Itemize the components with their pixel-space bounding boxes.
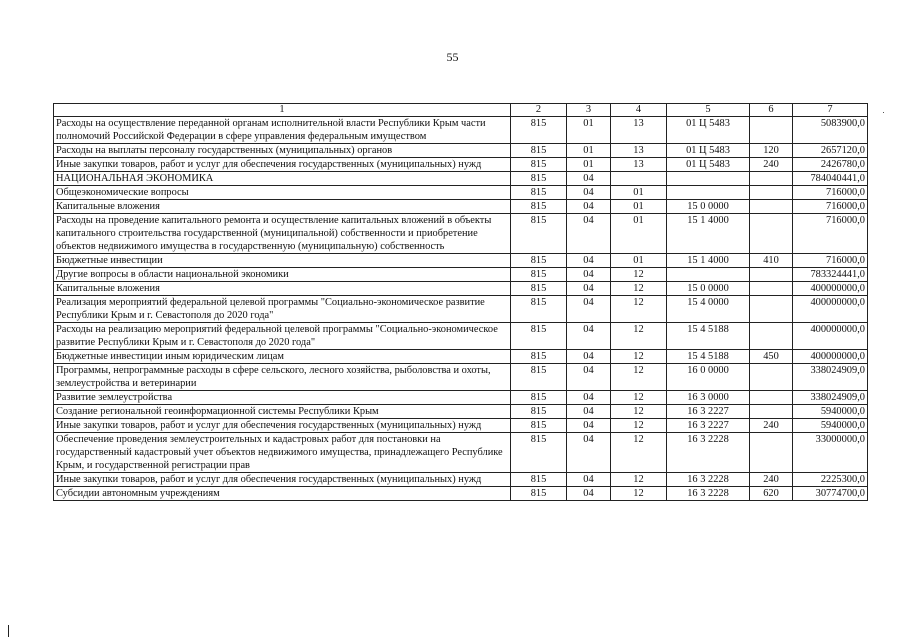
row-code-cell: 815 [511, 172, 567, 186]
row-section-cell: 04 [567, 214, 611, 254]
header-col-7: 7 [793, 104, 868, 117]
row-code-cell: 815 [511, 200, 567, 214]
row-target-article-cell: 16 3 2227 [667, 405, 750, 419]
row-code-cell: 815 [511, 364, 567, 391]
row-expense-type-cell [750, 117, 793, 144]
row-code-cell: 815 [511, 323, 567, 350]
row-name-cell: Расходы на осуществление переданной органам исполнительной власти Республики Крым части полномочий Российской Федерации в сфере управления федеральным имуществом [54, 117, 511, 144]
row-subsection-cell: 01 [611, 200, 667, 214]
row-target-article-cell: 16 3 2228 [667, 473, 750, 487]
table-row [54, 158, 868, 172]
table-row [54, 364, 868, 391]
row-subsection-cell: 12 [611, 391, 667, 405]
row-expense-type-cell [750, 186, 793, 200]
row-target-article-cell [667, 186, 750, 200]
row-expense-type-cell [750, 296, 793, 323]
row-name-cell: Развитие землеустройства [54, 391, 511, 405]
row-expense-type-cell [750, 391, 793, 405]
row-section-cell: 04 [567, 391, 611, 405]
row-section-cell: 04 [567, 433, 611, 473]
row-name-cell: Субсидии автономным учреждениям [54, 487, 511, 501]
row-target-article-cell [667, 172, 750, 186]
row-expense-type-cell: 620 [750, 487, 793, 501]
row-name-cell: Расходы на проведение капитального ремонта и осуществление капитальных вложений в объекты капитального строительства государственной (муниципальной) собственности и приобретение объектов недвижимого имущества в государственную (муниципальную) собственность [54, 214, 511, 254]
row-section-cell: 04 [567, 419, 611, 433]
row-amount-cell: 2426780,0 [793, 158, 868, 172]
row-subsection-cell: 12 [611, 473, 667, 487]
row-code-cell: 815 [511, 282, 567, 296]
row-section-cell: 04 [567, 323, 611, 350]
row-code-cell: 815 [511, 144, 567, 158]
header-col-3: 3 [567, 104, 611, 117]
row-amount-cell: 5940000,0 [793, 405, 868, 419]
row-expense-type-cell [750, 172, 793, 186]
table-row [54, 200, 868, 214]
table-row [54, 186, 868, 200]
header-col-5: 5 [667, 104, 750, 117]
budget-table [53, 103, 868, 501]
row-target-article-cell: 01 Ц 5483 [667, 117, 750, 144]
row-section-cell: 04 [567, 186, 611, 200]
row-subsection-cell: 01 [611, 254, 667, 268]
row-expense-type-cell [750, 214, 793, 254]
row-target-article-cell: 16 3 2228 [667, 487, 750, 501]
row-target-article-cell: 01 Ц 5483 [667, 144, 750, 158]
row-name-cell: Иные закупки товаров, работ и услуг для обеспечения государственных (муниципальных) нужд [54, 419, 511, 433]
row-name-cell: Бюджетные инвестиции иным юридическим лицам [54, 350, 511, 364]
row-section-cell: 04 [567, 350, 611, 364]
row-expense-type-cell [750, 405, 793, 419]
row-code-cell: 815 [511, 433, 567, 473]
table-row [54, 323, 868, 350]
row-expense-type-cell [750, 433, 793, 473]
row-amount-cell: 400000000,0 [793, 323, 868, 350]
row-section-cell: 01 [567, 144, 611, 158]
row-amount-cell: 400000000,0 [793, 350, 868, 364]
table-row [54, 433, 868, 473]
row-name-cell: Расходы на выплаты персоналу государственных (муниципальных) органов [54, 144, 511, 158]
row-section-cell: 04 [567, 254, 611, 268]
row-name-cell: Создание региональной геоинформационной системы Республики Крым [54, 405, 511, 419]
row-section-cell: 04 [567, 473, 611, 487]
row-subsection-cell: 12 [611, 350, 667, 364]
row-subsection-cell: 12 [611, 487, 667, 501]
row-expense-type-cell: 450 [750, 350, 793, 364]
row-subsection-cell: 01 [611, 186, 667, 200]
row-name-cell: Расходы на реализацию мероприятий федеральной целевой программы "Социально-экономическое развитие Республики Крым и г. Севастополя до 2020 года" [54, 323, 511, 350]
row-name-cell: Иные закупки товаров, работ и услуг для обеспечения государственных (муниципальных) нужд [54, 158, 511, 172]
row-code-cell: 815 [511, 296, 567, 323]
table-row [54, 282, 868, 296]
row-code-cell: 815 [511, 405, 567, 419]
row-code-cell: 815 [511, 186, 567, 200]
row-code-cell: 815 [511, 487, 567, 501]
row-subsection-cell: 12 [611, 364, 667, 391]
table-row [54, 487, 868, 501]
row-expense-type-cell [750, 268, 793, 282]
row-section-cell: 04 [567, 268, 611, 282]
row-expense-type-cell: 240 [750, 473, 793, 487]
row-code-cell: 815 [511, 391, 567, 405]
row-name-cell: Программы, непрограммные расходы в сфере сельского, лесного хозяйства, рыболовства и охоты, землеустройства и ветеринарии [54, 364, 511, 391]
row-subsection-cell: 13 [611, 117, 667, 144]
row-amount-cell: 30774700,0 [793, 487, 868, 501]
row-amount-cell: 338024909,0 [793, 391, 868, 405]
header-col-4: 4 [611, 104, 667, 117]
row-target-article-cell: 16 0 0000 [667, 364, 750, 391]
row-amount-cell: 784040441,0 [793, 172, 868, 186]
row-name-cell: Обеспечение проведения землеустроительных и кадастровых работ для постановки на государственный кадастровый учет объектов недвижимого имущества, принадлежащего Республике Крым, и государственной регистрации прав [54, 433, 511, 473]
table-row [54, 172, 868, 186]
row-target-article-cell: 15 1 4000 [667, 254, 750, 268]
row-code-cell: 815 [511, 214, 567, 254]
row-amount-cell: 716000,0 [793, 254, 868, 268]
row-target-article-cell: 15 4 0000 [667, 296, 750, 323]
table-row [54, 391, 868, 405]
row-expense-type-cell [750, 282, 793, 296]
row-amount-cell: 716000,0 [793, 214, 868, 254]
row-amount-cell: 2225300,0 [793, 473, 868, 487]
row-section-cell: 04 [567, 405, 611, 419]
table-row [54, 296, 868, 323]
row-expense-type-cell: 240 [750, 419, 793, 433]
row-subsection-cell: 12 [611, 296, 667, 323]
row-subsection-cell: 12 [611, 419, 667, 433]
row-target-article-cell: 01 Ц 5483 [667, 158, 750, 172]
row-name-cell: Капитальные вложения [54, 282, 511, 296]
scan-dot [883, 112, 884, 113]
table-row [54, 214, 868, 254]
row-code-cell: 815 [511, 268, 567, 282]
row-section-cell: 04 [567, 200, 611, 214]
row-target-article-cell: 15 0 0000 [667, 200, 750, 214]
row-section-cell: 01 [567, 117, 611, 144]
row-subsection-cell: 12 [611, 323, 667, 350]
row-amount-cell: 400000000,0 [793, 296, 868, 323]
row-amount-cell: 33000000,0 [793, 433, 868, 473]
row-amount-cell: 716000,0 [793, 186, 868, 200]
table-row [54, 268, 868, 282]
row-section-cell: 04 [567, 487, 611, 501]
row-code-cell: 815 [511, 350, 567, 364]
row-target-article-cell: 15 0 0000 [667, 282, 750, 296]
table-row [54, 117, 868, 144]
row-target-article-cell: 16 3 2228 [667, 433, 750, 473]
row-subsection-cell [611, 172, 667, 186]
header-col-1: 1 [54, 104, 511, 117]
row-name-cell: Другие вопросы в области национальной экономики [54, 268, 511, 282]
row-expense-type-cell [750, 200, 793, 214]
row-code-cell: 815 [511, 117, 567, 144]
table-header [54, 104, 868, 117]
row-amount-cell: 5083900,0 [793, 117, 868, 144]
row-section-cell: 01 [567, 158, 611, 172]
table-row [54, 419, 868, 433]
row-section-cell: 04 [567, 296, 611, 323]
row-code-cell: 815 [511, 254, 567, 268]
table-row [54, 350, 868, 364]
row-expense-type-cell: 120 [750, 144, 793, 158]
row-expense-type-cell [750, 364, 793, 391]
row-subsection-cell: 12 [611, 282, 667, 296]
row-section-cell: 04 [567, 364, 611, 391]
row-target-article-cell: 15 4 5188 [667, 350, 750, 364]
row-target-article-cell: 15 4 5188 [667, 323, 750, 350]
row-name-cell: НАЦИОНАЛЬНАЯ ЭКОНОМИКА [54, 172, 511, 186]
row-subsection-cell: 12 [611, 433, 667, 473]
row-amount-cell: 338024909,0 [793, 364, 868, 391]
row-subsection-cell: 12 [611, 268, 667, 282]
row-amount-cell: 783324441,0 [793, 268, 868, 282]
row-name-cell: Реализация мероприятий федеральной целевой программы "Социально-экономическое развитие Республики Крым и г. Севастополя до 2020 года" [54, 296, 511, 323]
row-code-cell: 815 [511, 419, 567, 433]
table-row [54, 144, 868, 158]
row-target-article-cell: 16 3 2227 [667, 419, 750, 433]
row-code-cell: 815 [511, 473, 567, 487]
row-amount-cell: 5940000,0 [793, 419, 868, 433]
row-expense-type-cell: 240 [750, 158, 793, 172]
row-section-cell: 04 [567, 172, 611, 186]
row-subsection-cell: 01 [611, 214, 667, 254]
table-row [54, 405, 868, 419]
row-amount-cell: 400000000,0 [793, 282, 868, 296]
row-name-cell: Иные закупки товаров, работ и услуг для обеспечения государственных (муниципальных) нужд [54, 473, 511, 487]
row-name-cell: Бюджетные инвестиции [54, 254, 511, 268]
scan-mark [8, 625, 9, 637]
row-target-article-cell: 16 3 0000 [667, 391, 750, 405]
row-subsection-cell: 13 [611, 158, 667, 172]
row-expense-type-cell [750, 323, 793, 350]
row-target-article-cell [667, 268, 750, 282]
row-expense-type-cell: 410 [750, 254, 793, 268]
row-subsection-cell: 12 [611, 405, 667, 419]
header-row [54, 104, 868, 117]
row-section-cell: 04 [567, 282, 611, 296]
row-amount-cell: 2657120,0 [793, 144, 868, 158]
row-code-cell: 815 [511, 158, 567, 172]
table-row [54, 254, 868, 268]
row-name-cell: Капитальные вложения [54, 200, 511, 214]
header-col-2: 2 [511, 104, 567, 117]
row-target-article-cell: 15 1 4000 [667, 214, 750, 254]
table-body [54, 117, 868, 501]
table-row [54, 473, 868, 487]
header-col-6: 6 [750, 104, 793, 117]
page-number: 55 [446, 50, 459, 64]
row-amount-cell: 716000,0 [793, 200, 868, 214]
row-name-cell: Общеэкономические вопросы [54, 186, 511, 200]
row-subsection-cell: 13 [611, 144, 667, 158]
